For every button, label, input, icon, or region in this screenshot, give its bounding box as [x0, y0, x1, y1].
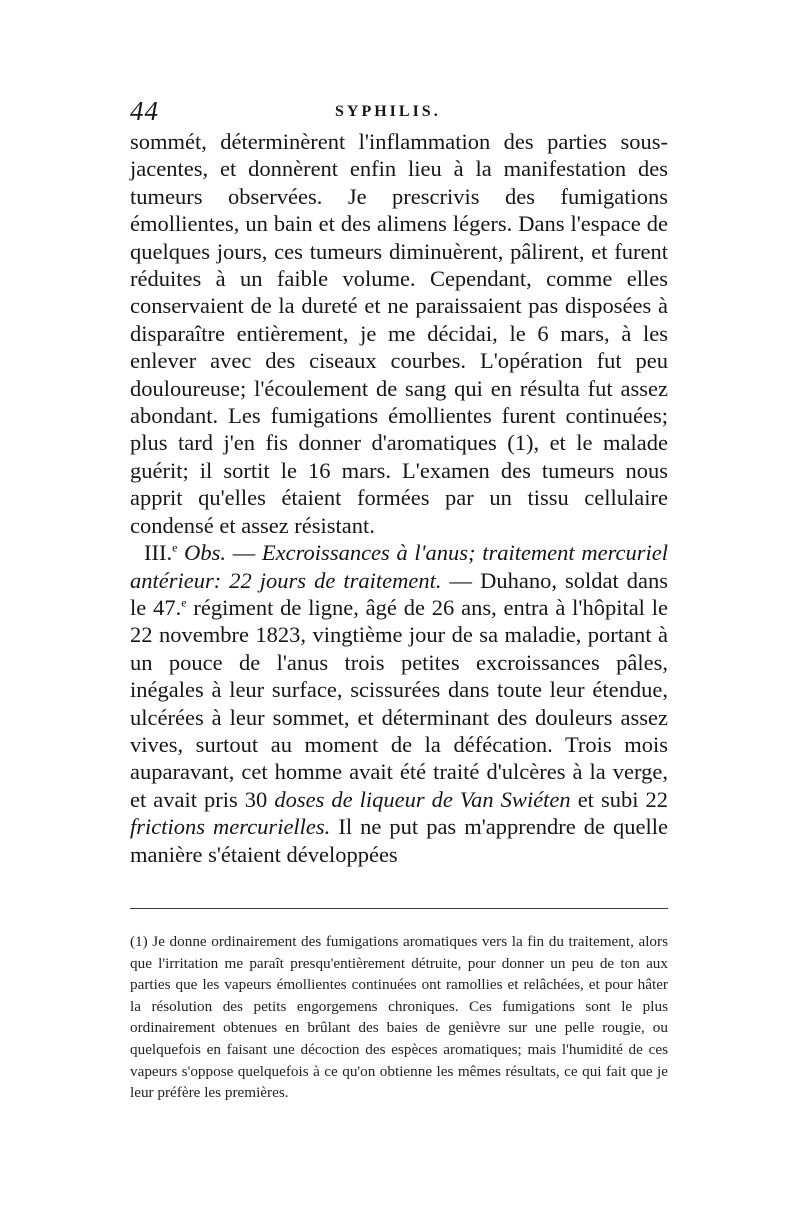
regiment-superscript: e — [181, 595, 187, 610]
observation-paragraph — [130, 539, 668, 868]
observation-title: Excroissances à l'anus; traitement mercuriel antérieur: 22 jours de traitement. — [130, 540, 669, 593]
observation-numeral: III. — [144, 540, 173, 566]
page-number: 44 — [130, 96, 159, 126]
observation-numeral-superscript: e — [172, 540, 178, 555]
book-page — [130, 92, 668, 1104]
running-title: SYPHILIS. — [335, 103, 441, 120]
footnote: (1) Je donne ordinairement des fumigations aromatiques vers la fin du traitement, alors que l'irritation me paraît presqu'entièrement détruite, pour donner un peu de ton aux parties que les vapeurs émollientes continuées ont ramollies et relâchées, et pour hâter la résolution des petits engorgemens chroniques. Ces fumigations sont le plus ordinairement obtenues en brûlant des baies de genièvre sur une pelle rougie, ou quelquefois en faisant une décoction des espèces aromatiques; mais l'humidité de ces vapeurs s'oppose quelquefois à ce qu'on obtienne les mêmes résultats, ce qui fait que je leur préfère les premières. — [130, 932, 668, 1102]
footnote-separator — [130, 908, 668, 909]
liqueur-italic: doses de liqueur de Van Swiéten — [274, 786, 571, 812]
observation-dash-2: — — [441, 567, 481, 593]
frictions-italic: frictions mercurielles. — [130, 814, 331, 840]
observation-dash: — — [226, 540, 262, 566]
paragraph-continuation: sommét, déterminèrent l'inflammation des parties sous-jacentes, et donnèrent enfin lieu à la manifestation des tumeurs observées. Je prescrivis des fumigations émollientes, un bain et des alimens légers. Dans l'espace de quelques jours, ces tumeurs diminuèrent, pâlirent, et furent réduites à un faible volume. Cependant, comme elles conservaient de la dureté et ne paraissaient pas disposées à disparaître entièrement, je me décidai, le 6 mars, à les enlever avec des ciseaux courbes. L'opération fut peu douloureuse; l'écoulement de sang qui en résulta fut assez abondant. Les fumigations émollientes furent continuées; plus tard j'en fis donner d'aromatiques (1), et le malade guérit; il sortit le 16 mars. L'examen des tumeurs nous apprit qu'elles étaient formées par un tissu cellulaire condensé et assez résistant. — [130, 129, 668, 538]
observation-text-2: régiment de ligne, âgé de 26 ans, entra à l'hôpital le 22 novembre 1823, vingtième jour de sa maladie, portant à un pouce de l'anus trois petites excroissances pâles, inégales à leur surface, scissurées dans toute leur étendue, ulcérées à leur sommet, et déterminant des douleurs assez vives, surtout au moment de la défécation. Trois mois auparavant, cet homme avait été traité d'ulcères à la verge, et avait pris 30 — [130, 594, 668, 812]
observation-text-4: Il ne put pas m'apprendre de quelle manière s'étaient développées — [130, 814, 669, 867]
page-header — [130, 92, 668, 128]
main-text — [130, 128, 668, 868]
observation-text-1: Duhano, soldat dans le 47. — [130, 567, 669, 620]
observation-text-3: et subi 22 — [570, 786, 668, 812]
observation-label: Obs. — [184, 540, 227, 566]
